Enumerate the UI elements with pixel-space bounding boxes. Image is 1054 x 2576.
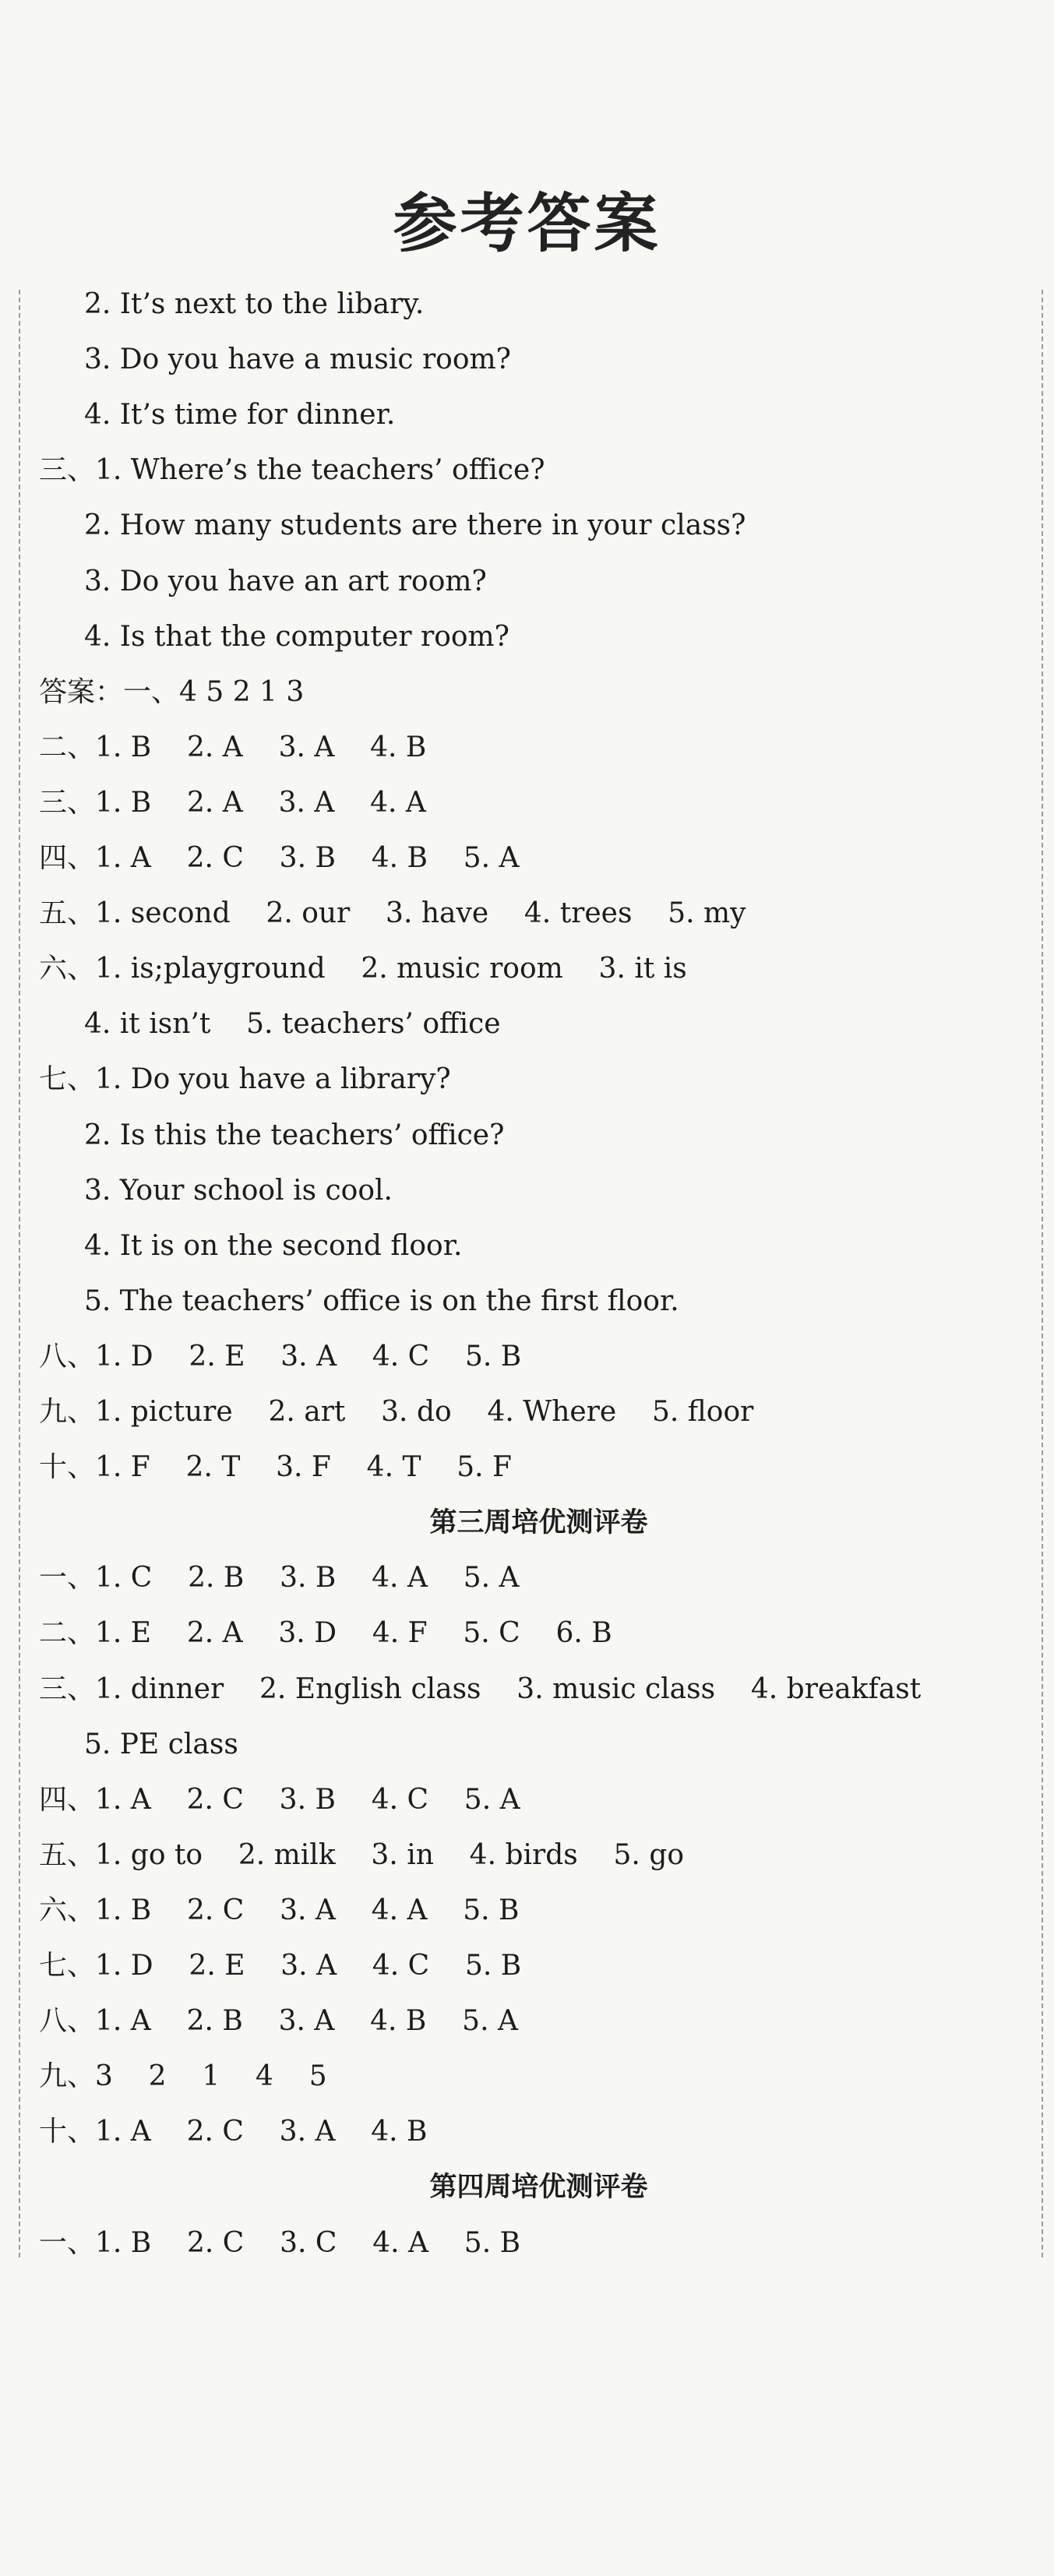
answer-line: 四、1. A 2. C 3. B 4. C 5. A	[39, 1784, 520, 1816]
answer-line: 九、1. picture 2. art 3. do 4. Where 5. floor	[39, 1396, 754, 1428]
answer-line: 5. PE class	[84, 1728, 238, 1760]
answer-line: 六、1. B 2. C 3. A 4. A 5. B	[39, 1894, 520, 1926]
answer-line: 七、1. D 2. E 3. A 4. C 5. B	[39, 1950, 522, 1982]
answer-line: 一、1. C 2. B 3. B 4. A 5. A	[39, 1562, 520, 1594]
answer-line: 2. It’s next to the libary.	[84, 288, 425, 320]
answer-line: 十、1. F 2. T 3. F 4. T 5. F	[39, 1451, 513, 1483]
answer-line: 4. It’s time for dinner.	[84, 399, 396, 431]
answer-line: 三、1. dinner 2. English class 3. music class 4. breakfast	[39, 1673, 922, 1705]
answer-line: 二、1. B 2. A 3. A 4. B	[39, 731, 427, 763]
left-dashed-rule	[19, 290, 20, 2257]
answer-line: 二、1. E 2. A 3. D 4. F 5. C 6. B	[39, 1617, 612, 1649]
answer-line: 七、1. Do you have a library?	[39, 1063, 451, 1095]
answer-line: 五、1. go to 2. milk 3. in 4. birds 5. go	[39, 1839, 685, 1871]
answer-line: 2. Is this the teachers’ office?	[84, 1119, 505, 1151]
page-title: 参考答案	[393, 186, 661, 261]
answer-line: 六、1. is;playground 2. music room 3. it is	[39, 953, 687, 985]
answer-line: 4. It is on the second floor.	[84, 1230, 463, 1262]
answer-line: 九、3 2 1 4 5	[39, 2060, 327, 2092]
answer-line: 八、1. A 2. B 3. A 4. B 5. A	[39, 2005, 518, 2037]
answer-line: 五、1. second 2. our 3. have 4. trees 5. my	[39, 897, 746, 929]
answer-line: 5. The teachers’ office is on the first floor.	[84, 1285, 679, 1317]
answer-line: 三、1. Where’s the teachers’ office?	[39, 454, 545, 486]
answer-line: 3. Do you have an art room?	[84, 566, 487, 597]
answer-line: 三、1. B 2. A 3. A 4. A	[39, 787, 426, 819]
answer-line: 4. it isn’t 5. teachers’ office	[84, 1008, 501, 1040]
answer-line: 3. Do you have a music room?	[84, 344, 511, 375]
section-heading: 第四周培优测评卷	[429, 2172, 648, 2203]
answer-line: 答案：一、4 5 2 1 3	[39, 676, 305, 708]
answer-line: 八、1. D 2. E 3. A 4. C 5. B	[39, 1341, 522, 1373]
answer-line: 3. Your school is cool.	[84, 1175, 393, 1207]
answer-line: 4. Is that the computer room?	[84, 621, 509, 653]
answer-line: 2. How many students are there in your class?	[84, 509, 746, 541]
answer-line: 四、1. A 2. C 3. B 4. B 5. A	[39, 842, 520, 874]
section-heading: 第三周培优测评卷	[429, 1507, 648, 1538]
answer-line: 十、1. A 2. C 3. A 4. B	[39, 2116, 428, 2148]
answer-line: 一、1. B 2. C 3. C 4. A 5. B	[39, 2227, 521, 2259]
